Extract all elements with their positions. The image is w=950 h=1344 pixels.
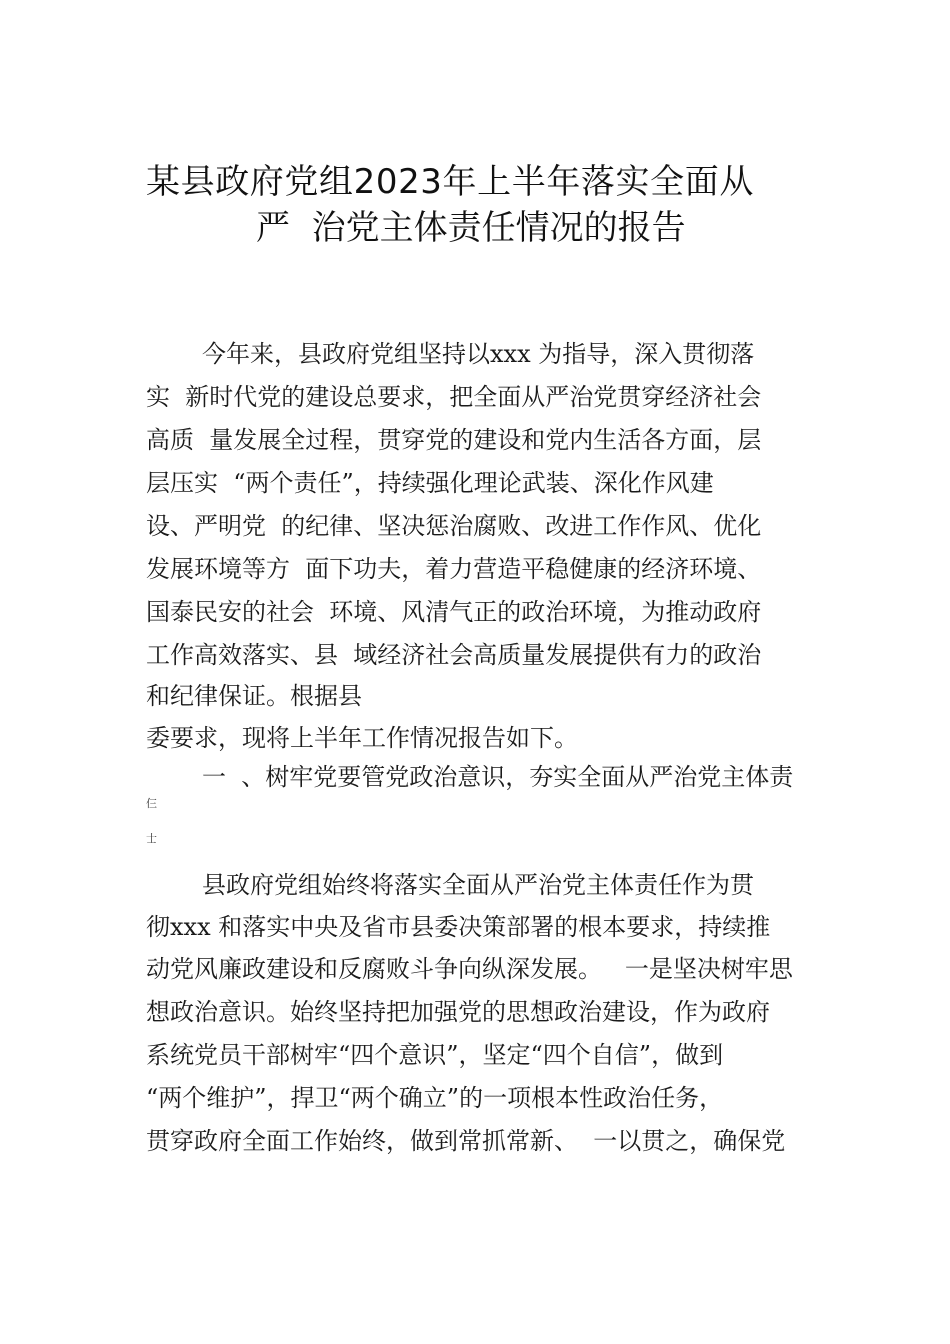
paragraph-1-line-8: 工作高效落实、县 域经济社会高质量发展提供有力的政治 (146, 641, 762, 669)
paragraph-1-line-5: 设、严明党 的纪律、坚决惩治腐败、改进工作作风、优化 (146, 512, 762, 540)
paragraph-1-line-3: 高质 量发展全过程，贯穿党的建设和党内生活各方面，层 (146, 426, 762, 454)
paragraph-2-line-5: 系统党员干部树牢“四个意识”，坚定“四个自信”，做到 (146, 1041, 724, 1069)
paragraph-1-line-10: 委要求，现将上半年工作情况报告如下。 (146, 724, 578, 752)
paragraph-1-line-2: 实 新时代党的建设总要求，把全面从严治党贯穿经济社会 (146, 383, 762, 411)
section-1-heading: 一 、树牢党要管党政治意识，夯实全面从严治党主体责 (202, 763, 794, 791)
paragraph-1-line-4: 层压实 “两个责任”，持续强化理论武装、深化作风建 (146, 469, 714, 497)
paragraph-1-line-9: 和纪律保证。根据县 (146, 682, 362, 710)
paragraph-1-line-6: 发展环境等方 面下功夫，着力营造平稳健康的经济环境、 (146, 555, 762, 583)
paragraph-2-line-4: 想政治意识。始终坚持把加强党的思想政治建设，作为政府 (146, 998, 770, 1026)
paragraph-2-line-6: “两个维护”，捍卫“两个确立”的一项根本性政治任务， (146, 1084, 724, 1112)
paragraph-2-line-3: 动党风廉政建设和反腐败斗争向纵深发展。 一是坚决树牢思 (146, 955, 793, 983)
section-1-heading-fragment-1: 仨 (146, 797, 157, 810)
paragraph-1-line-7: 国泰民安的社会 环境、风清气正的政治环境，为推动政府 (146, 598, 762, 626)
document-title-line-2: 严 治党主体责任情况的报告 (256, 208, 686, 248)
section-1-heading-fragment-2: 士 (146, 832, 157, 845)
document-title-line-1: 某县政府党组2023年上半年落实全面从 (146, 162, 754, 202)
paragraph-2-line-2: 彻xxx 和落实中央及省市县委决策部署的根本要求，持续推 (146, 913, 771, 941)
paragraph-2-line-7: 贯穿政府全面工作始终，做到常抓常新、 一以贯之，确保党 (146, 1127, 786, 1155)
paragraph-2-line-1: 县政府党组始终将落实全面从严治党主体责任作为贯 (202, 871, 754, 899)
paragraph-1-line-1: 今年来，县政府党组坚持以xxx 为指导，深入贯彻落 (202, 340, 755, 368)
